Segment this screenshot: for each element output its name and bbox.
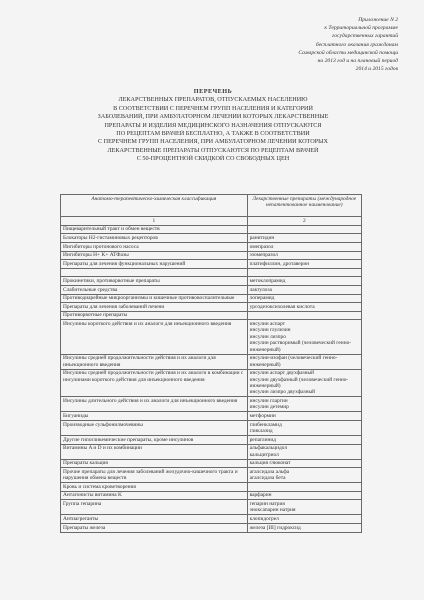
title-line: В СООТВЕТСТВИИ С ПЕРЕЧНЕМ ГРУПП НАСЕЛЕНИЯ И КАТЕГОРИЙ [113, 104, 313, 112]
cell-line: Инсулины длительного действия и их аналоги для инъекционного введения [63, 397, 238, 404]
drug-cell [247, 444, 361, 459]
table-row [61, 412, 362, 421]
table-row [61, 294, 362, 303]
table-row [61, 491, 362, 500]
drug-cell [247, 500, 361, 515]
title-line: С ПЕРЕЧНЕМ ГРУПП НАСЕЛЕНИЯ, ПРИ АМБУЛАТОРНОМ ЛЕЧЕНИИ КОТОРЫХ [97, 138, 329, 146]
cell-line: Прокинетики, противорвотные препараты [63, 277, 160, 284]
cell-line: инсулин детемир [249, 404, 289, 411]
table-row [61, 435, 362, 444]
drug-cell [247, 491, 361, 500]
drug-cell [247, 225, 361, 234]
classification-cell [61, 412, 248, 421]
cell-line: Кровь и система кроветворения [63, 483, 136, 490]
cell-line: инсулин растворимый (человеческий генно-инженерный) [249, 340, 352, 353]
cell-line: агалсидаза альфа [249, 468, 290, 475]
classification-cell [61, 369, 248, 397]
appendix-note [248, 16, 398, 73]
classification-cell [61, 444, 248, 459]
appendix-line: бесплатного оказания гражданам [315, 41, 398, 48]
table-row [61, 369, 362, 397]
cell-line: Препараты для лечения функциональных нарушений [63, 260, 186, 267]
cell-line: лоперамид [249, 295, 275, 302]
table-row [61, 260, 362, 269]
drug-cell [247, 260, 361, 269]
cell-line: инсулин лизпро двухфазный [249, 389, 315, 396]
column-header-drugs: Лекарственные препараты (международное непатентованное наименование) [247, 195, 361, 217]
table-row [61, 225, 362, 234]
cell-line: эноксапарин натрия [249, 507, 296, 514]
classification-cell [61, 354, 248, 369]
classification-cell [61, 277, 248, 286]
drug-cell [247, 277, 361, 286]
table-row [61, 444, 362, 459]
table-row [61, 311, 362, 320]
cell-line: Ингибиторы протонового насоса [63, 243, 139, 250]
cell-line: Ингибиторы H+ K+ АТФазы [63, 252, 129, 259]
classification-cell [61, 468, 248, 483]
classification-cell [61, 459, 248, 468]
cell-line: Витамины A и D и их комбинации [63, 445, 142, 452]
table-row [61, 515, 362, 524]
title-line: ПО РЕЦЕПТАМ ВРАЧЕЙ БЕСПЛАТНО, А ТАКЖЕ В СООТВЕТСТВИИ [116, 130, 310, 138]
title-heading: ПЕРЕЧЕНЬ [193, 88, 233, 95]
appendix-line: к Территориальной программе [324, 25, 398, 32]
classification-cell [61, 294, 248, 303]
classification-cell [61, 242, 248, 251]
table-row [61, 468, 362, 483]
table-row [61, 354, 362, 369]
table-row [61, 483, 362, 492]
classification-cell [61, 303, 248, 312]
cell-line: Прочие препараты для лечения заболеваний желудочно-кишечного тракта и нарушения обмена веществ [63, 468, 238, 482]
classification-cell [61, 523, 248, 532]
cell-line: варфарин [249, 492, 272, 499]
cell-line: инсулин глулизин [249, 327, 291, 334]
classification-cell [61, 268, 248, 277]
classification-cell [61, 320, 248, 354]
drug-cell [247, 242, 361, 251]
table-header-row [61, 195, 362, 217]
cell-line: эзомепразол [249, 252, 278, 259]
classification-cell [61, 515, 248, 524]
cell-line: инсулин-изофан (человеческий генно-инженерный) [249, 355, 338, 368]
table-row [61, 251, 362, 260]
drug-cell [247, 294, 361, 303]
drug-cell [247, 523, 361, 532]
classification-cell [61, 251, 248, 260]
drug-cell [247, 515, 361, 524]
drug-cell [247, 354, 361, 369]
title-line: С 50-ПРОЦЕНТНОЙ СКИДКОЙ СО СВОБОДНЫХ ЦЕН [136, 155, 290, 163]
classification-cell [61, 491, 248, 500]
drug-cell [247, 459, 361, 468]
appendix-line: 2014 и 2015 годов [355, 66, 398, 73]
drug-cell [247, 234, 361, 243]
drug-list-table [60, 194, 362, 533]
table-row [61, 242, 362, 251]
classification-cell [61, 397, 248, 412]
drug-cell [247, 311, 361, 320]
classification-cell [61, 483, 248, 492]
table-body [61, 217, 362, 532]
cell-line: ранитидин [249, 234, 275, 241]
cell-line: лактулоза [249, 286, 272, 293]
classification-cell [61, 311, 248, 320]
drug-cell [247, 412, 361, 421]
cell-line: гликлазид [249, 427, 273, 434]
cell-line: Инсулины средней продолжительности действия и их аналоги для инъекционного введения [63, 355, 216, 368]
cell-line: Слабительные средства [63, 286, 118, 293]
cell-line: Препараты кальция [63, 460, 108, 467]
table-row [61, 397, 362, 412]
drug-cell [247, 285, 361, 294]
table-row [61, 268, 362, 277]
cell-line: кальцитриол [249, 451, 279, 458]
classification-cell [61, 285, 248, 294]
drug-cell [247, 483, 361, 492]
drug-cell [247, 468, 361, 483]
cell-line: Группа гепарина [63, 500, 102, 507]
drug-cell [247, 435, 361, 444]
document-title [60, 88, 366, 164]
cell-line: глибенкламид [249, 421, 282, 428]
column-header-classification: Анатомо-терапевтическо-химическая классификация [61, 195, 248, 217]
title-line: ЗАБОЛЕВАНИЙ, ПРИ АМБУЛАТОРНОМ ЛЕЧЕНИИ КОТОРЫХ ЛЕКАРСТВЕННЫЕ [97, 113, 329, 121]
table-row [61, 459, 362, 468]
classification-cell [61, 420, 248, 435]
cell-line: репаглинид [249, 436, 276, 443]
cell-line: инсулин аспарт [249, 320, 286, 327]
cell-line: Пищеварительный тракт и обмен веществ [63, 226, 160, 233]
column-number-row [61, 217, 362, 226]
cell-line: Противодиарейные микроорганизмы и кишечные противовоспалительные [63, 295, 235, 302]
table-row [61, 500, 362, 515]
cell-line: Препараты железа [63, 524, 106, 531]
drug-cell [247, 369, 361, 397]
cell-line: Другие гипогликемические препараты, кроме инсулинов [63, 436, 194, 443]
cell-line: инсулин двухфазный (человеческий генно-инженерный) [249, 376, 349, 389]
cell-line: кальция глюконат [249, 460, 291, 467]
table-row [61, 303, 362, 312]
cell-line: Инсулины средней продолжительности действия и их аналоги в комбинации с инсулинами короткого действия для инъекционного введения [63, 370, 244, 383]
cell-line: агалсидаза бета [249, 475, 286, 482]
drug-cell [247, 303, 361, 312]
drug-cell [247, 268, 361, 277]
column-number: 1 [61, 217, 248, 226]
title-line: ПРЕПАРАТЫ И ИЗДЕЛИЯ МЕДИЦИНСКОГО НАЗНАЧЕНИЯ ОТПУСКАЮТСЯ [104, 121, 322, 129]
cell-line: метформин [249, 412, 276, 419]
classification-cell [61, 260, 248, 269]
classification-cell [61, 225, 248, 234]
table-row [61, 277, 362, 286]
cell-line: инсулин аспарт двухфазный [249, 370, 315, 377]
table-row [61, 285, 362, 294]
cell-line: инсулин гларгин [249, 397, 288, 404]
drug-cell [247, 397, 361, 412]
cell-line: Блокаторы H2-гистаминовых рецепторов [63, 234, 158, 241]
drug-cell [247, 251, 361, 260]
cell-line: Препараты для лечения заболеваний печени [63, 303, 165, 310]
cell-line: Антиагреганты [63, 515, 99, 522]
table-row [61, 420, 362, 435]
cell-line: омепразол [249, 243, 274, 250]
title-line: ЛЕКАРСТВЕННЫХ ПРЕПАРАТОВ, ОТПУСКАЕМЫХ НАСЕЛЕНИЮ [118, 96, 308, 104]
cell-line: железа [III] гидроксид [249, 524, 301, 531]
cell-line: инсулин лизпро [249, 333, 286, 340]
classification-cell [61, 500, 248, 515]
appendix-line: на 2013 год и на плановый период [317, 58, 398, 65]
appendix-line: Приложение N 2 [358, 17, 398, 23]
column-number: 2 [247, 217, 361, 226]
appendix-line: государственных гарантий [332, 33, 398, 40]
cell-line: Инсулины короткого действия и их аналоги для инъекционного введения [63, 320, 232, 327]
cell-line: платифиллин, дротаверин [249, 260, 310, 267]
cell-line: метоклопрамид [249, 277, 286, 284]
classification-cell [61, 234, 248, 243]
drug-cell [247, 320, 361, 354]
cell-line: клопидогрел [249, 515, 279, 522]
cell-line: Бигуаниды [63, 412, 89, 419]
table-row [61, 320, 362, 354]
cell-line: Производные сульфонилмочевины [63, 421, 143, 428]
title-line: ЛЕКАРСТВЕННЫЕ ПРЕПАРАТЫ ОТПУСКАЮТСЯ ПО РЕЦЕПТАМ ВРАЧЕЙ [107, 146, 319, 154]
cell-line: альфакальцидол [249, 445, 288, 452]
cell-line: Антагонисты витамина K [63, 492, 122, 499]
cell-line: урсодезоксихолевая кислота [249, 303, 315, 310]
cell-line: гепарин натрия [249, 500, 285, 507]
appendix-line: Самарской области медицинской помощи [298, 49, 398, 56]
cell-line: Противорвотные препараты [63, 312, 128, 319]
table-row [61, 234, 362, 243]
table-row [61, 523, 362, 532]
drug-cell [247, 420, 361, 435]
classification-cell [61, 435, 248, 444]
